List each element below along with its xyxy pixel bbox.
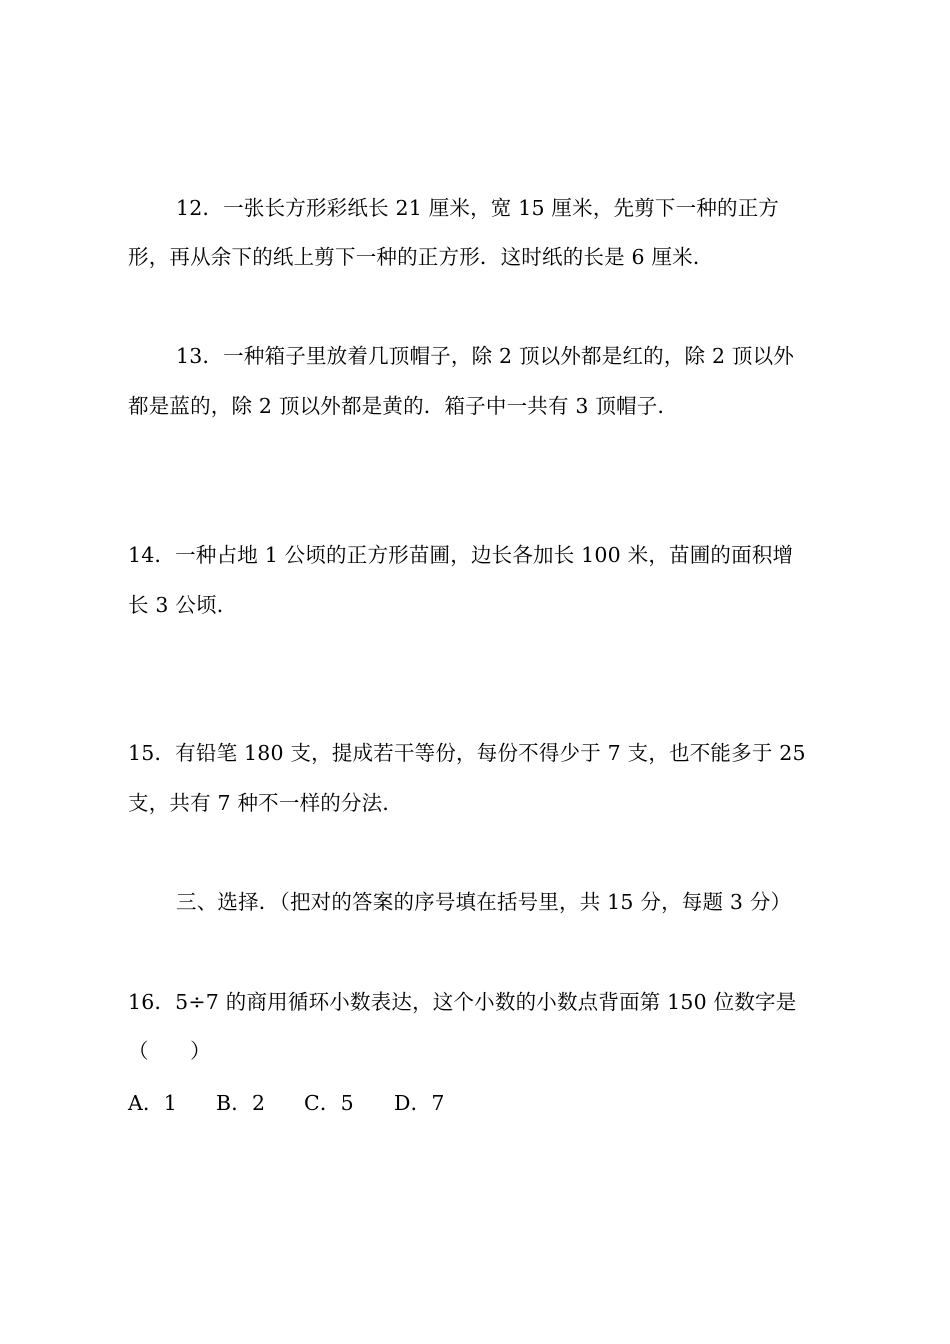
question-13-line-2: 都是蓝的，除 2 顶以外都是黄的．箱子中一共有 3 顶帽子． [128,394,679,418]
question-14-line-2: 长 3 公顷． [128,593,238,617]
question-13-line-1: 13．一种箱子里放着几顶帽子，除 2 顶以外都是红的，除 2 顶以外 [176,344,795,368]
question-15-line-1: 15．有铅笔 180 支，提成若干等份，每份不得少于 7 支，也不能多于 25 [128,741,806,765]
option-c: C．5 [304,1091,354,1115]
question-12-line-1: 12．一张长方形彩纸长 21 厘米，宽 15 厘米，先剪下一种的正方 [176,196,780,220]
option-b: B．2 [216,1091,266,1115]
option-d: D．7 [394,1091,445,1115]
question-12-line-2: 形，再从余下的纸上剪下一种的正方形．这时纸的长是 6 厘米． [128,245,714,269]
question-15-line-2: 支，共有 7 种不一样的分法． [128,791,404,815]
section-3-heading: 三、选择．（把对的答案的序号填在括号里，共 15 分，每题 3 分） [176,890,792,914]
question-16-line-1: 16．5÷7 的商用循环小数表达，这个小数的小数点背面第 150 位数字是 [128,990,797,1014]
question-16-options [128,1089,838,1117]
option-a: A．1 [128,1091,177,1115]
question-14-line-1: 14．一种占地 1 公顷的正方形苗圃，边长各加长 100 米，苗圃的面积增 [128,543,794,567]
question-16-answer-blank: （ ） [128,1039,211,1063]
